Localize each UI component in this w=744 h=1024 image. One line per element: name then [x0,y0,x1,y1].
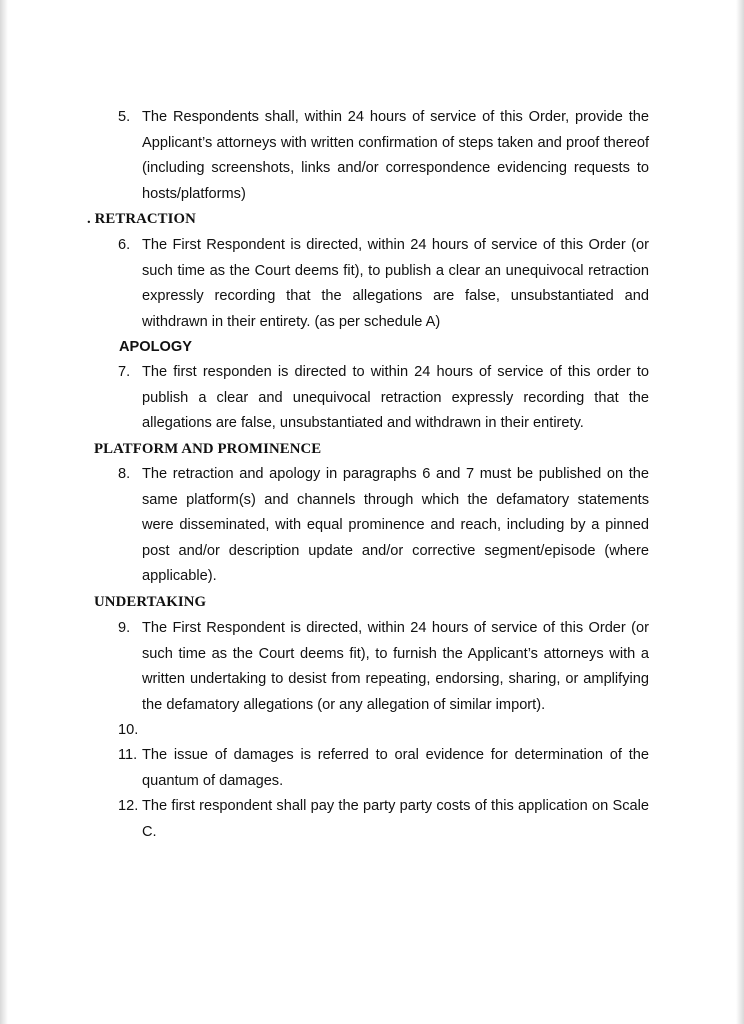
order-item-6 [118,233,649,335]
item-text: The Respondents shall, within 24 hours of service of this Order, provide the Applicant’s attorneys with written confirmation of steps taken and proof thereof (including screenshots, links and/or correspondence evidencing requests to hosts/platforms) [142,109,649,202]
item-number: 12. [118,798,139,814]
item-number: 9. [118,620,131,636]
item-number: 8. [118,466,131,482]
item-number: 5. [118,109,131,125]
heading-undertaking: UNDERTAKING [94,594,207,610]
order-item-5 [118,105,649,207]
page-edge-right [736,0,744,1024]
item-text: The retraction and apology in paragraphs 6 and 7 must be published on the same platform(s) and channels through which the defamatory statements were disseminated, with equal prominence and reach, including by a pinned post and/or description update and/or corrective segment/episode (where applicable). [142,466,649,585]
item-text: The first respondent shall pay the party party costs of this application on Scale C. [142,798,649,840]
heading-apology: APOLOGY [119,339,192,355]
order-item-11 [118,743,649,794]
item-number: 6. [118,237,131,253]
item-text: The First Respondent is directed, within 24 hours of service of this Order (or such time as the Court deems fit), to furnish the Applicant’s attorneys with a written undertaking to desist from repeating, endorsing, sharing, or amplifying the defamatory allegations (or any allegation of similar import). [142,620,649,713]
order-item-9 [118,616,649,718]
item-text: The issue of damages is referred to oral evidence for determination of the quantum of damages. [142,747,649,789]
heading-platform-and-prominence: PLATFORM AND PROMINENCE [94,441,322,457]
page-edge-left [0,0,8,1024]
item-text: The first responden is directed to within 24 hours of service of this order to publish a clear and unequivocal retraction expressly recording that the allegations are false, unsubstantiated and withdrawn in their entirety. [142,364,649,432]
item-number: 7. [118,364,131,380]
item-number: 10. [118,722,139,738]
order-item-7 [118,360,649,437]
item-text: The First Respondent is directed, within 24 hours of service of this Order (or such time as the Court deems fit), to publish a clear an unequivocal retraction expressly recording that the allegations are false, unsubstantiated and withdrawn in their entirety. (as per schedule A) [142,237,649,330]
order-item-8 [118,462,649,590]
order-item-12 [118,794,649,845]
item-number: 11. [118,747,138,763]
heading-retraction: . RETRACTION [87,211,196,227]
